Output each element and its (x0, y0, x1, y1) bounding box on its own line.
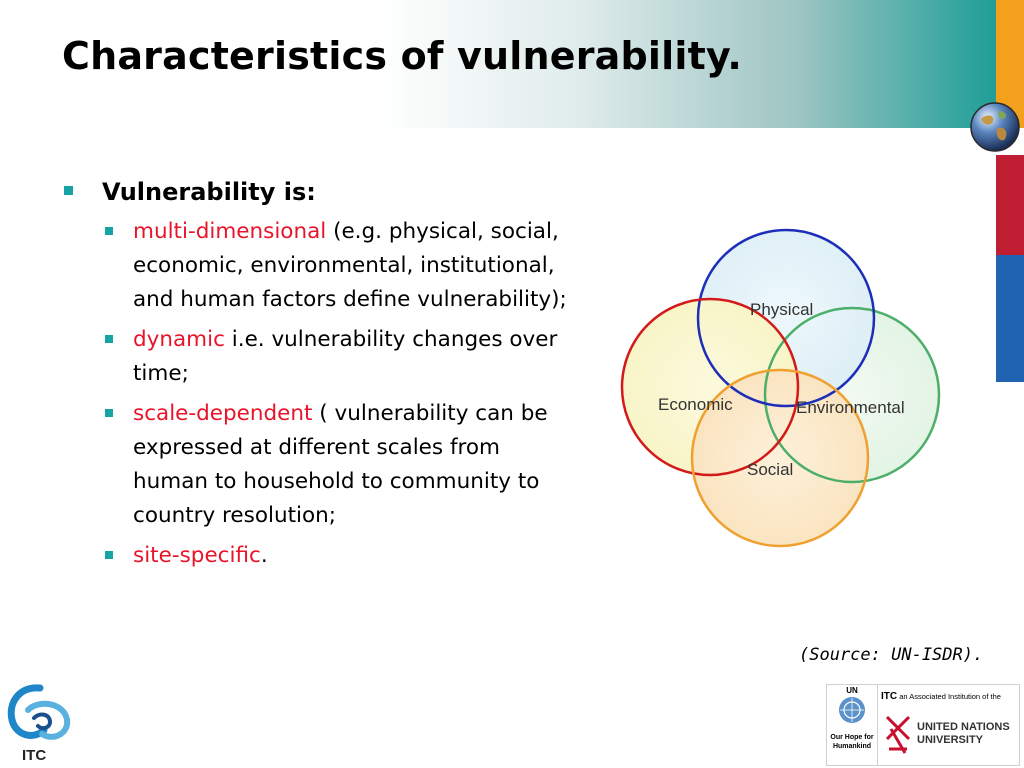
list-item (133, 539, 573, 573)
itc-logo (4, 680, 76, 764)
label-physical: Physical (750, 300, 814, 319)
unu-emblem-icon (885, 709, 911, 757)
label-social: Social (747, 460, 794, 479)
bullet-term: dynamic (133, 327, 225, 352)
unu-line1: UNITED NATIONS (917, 721, 1010, 733)
bullet-text: (e.g. physical, social, economic, environmental, institutional, and human factors define vulnerability); (133, 219, 567, 312)
unu-panel (879, 685, 1019, 765)
un-tagline: Our Hope for Humankind (830, 734, 874, 750)
itc-association-text (881, 691, 1001, 702)
accent-bar-red (996, 155, 1024, 255)
unu-line2: UNIVERSITY (917, 734, 984, 746)
list-item (133, 397, 573, 533)
slide-title: Characteristics of vulnerability. (62, 34, 743, 78)
list-heading (62, 175, 582, 209)
bullet-square-icon (105, 227, 113, 235)
heading-text: Vulnerability is: (102, 178, 316, 206)
un-panel (827, 685, 878, 765)
itc-logo-text: ITC (22, 747, 47, 764)
bullet-text: i.e. vulnerability changes over time; (133, 327, 558, 386)
bullet-square-icon (64, 186, 73, 195)
itc-assoc-bold: ITC (881, 691, 898, 702)
globe-icon (969, 101, 1021, 153)
bullet-term: multi-dimensional (133, 219, 327, 244)
list-item (133, 215, 573, 317)
label-economic: Economic (658, 395, 733, 414)
bullet-term: site-specific (133, 543, 261, 568)
bullet-list (62, 175, 582, 573)
bullet-square-icon (105, 551, 113, 559)
source-citation: (Source: UN-ISDR). (799, 645, 984, 665)
bullet-text: ( vulnerability can be expressed at different scales from human to household to community to country resolution; (133, 401, 548, 528)
bullet-square-icon (105, 409, 113, 417)
un-emblem-icon (837, 695, 867, 725)
venn-diagram (610, 222, 950, 552)
bullet-term: scale-dependent (133, 401, 313, 426)
un-label: UN (846, 686, 858, 695)
accent-bar-blue (996, 255, 1024, 382)
un-university-logo (826, 684, 1020, 766)
bullet-square-icon (105, 335, 113, 343)
list-item (133, 323, 573, 391)
itc-assoc-rest: an Associated Institution of the (897, 692, 1001, 701)
bullet-text: . (260, 543, 268, 568)
label-environmental: Environmental (796, 398, 905, 417)
unu-name (917, 721, 1010, 747)
